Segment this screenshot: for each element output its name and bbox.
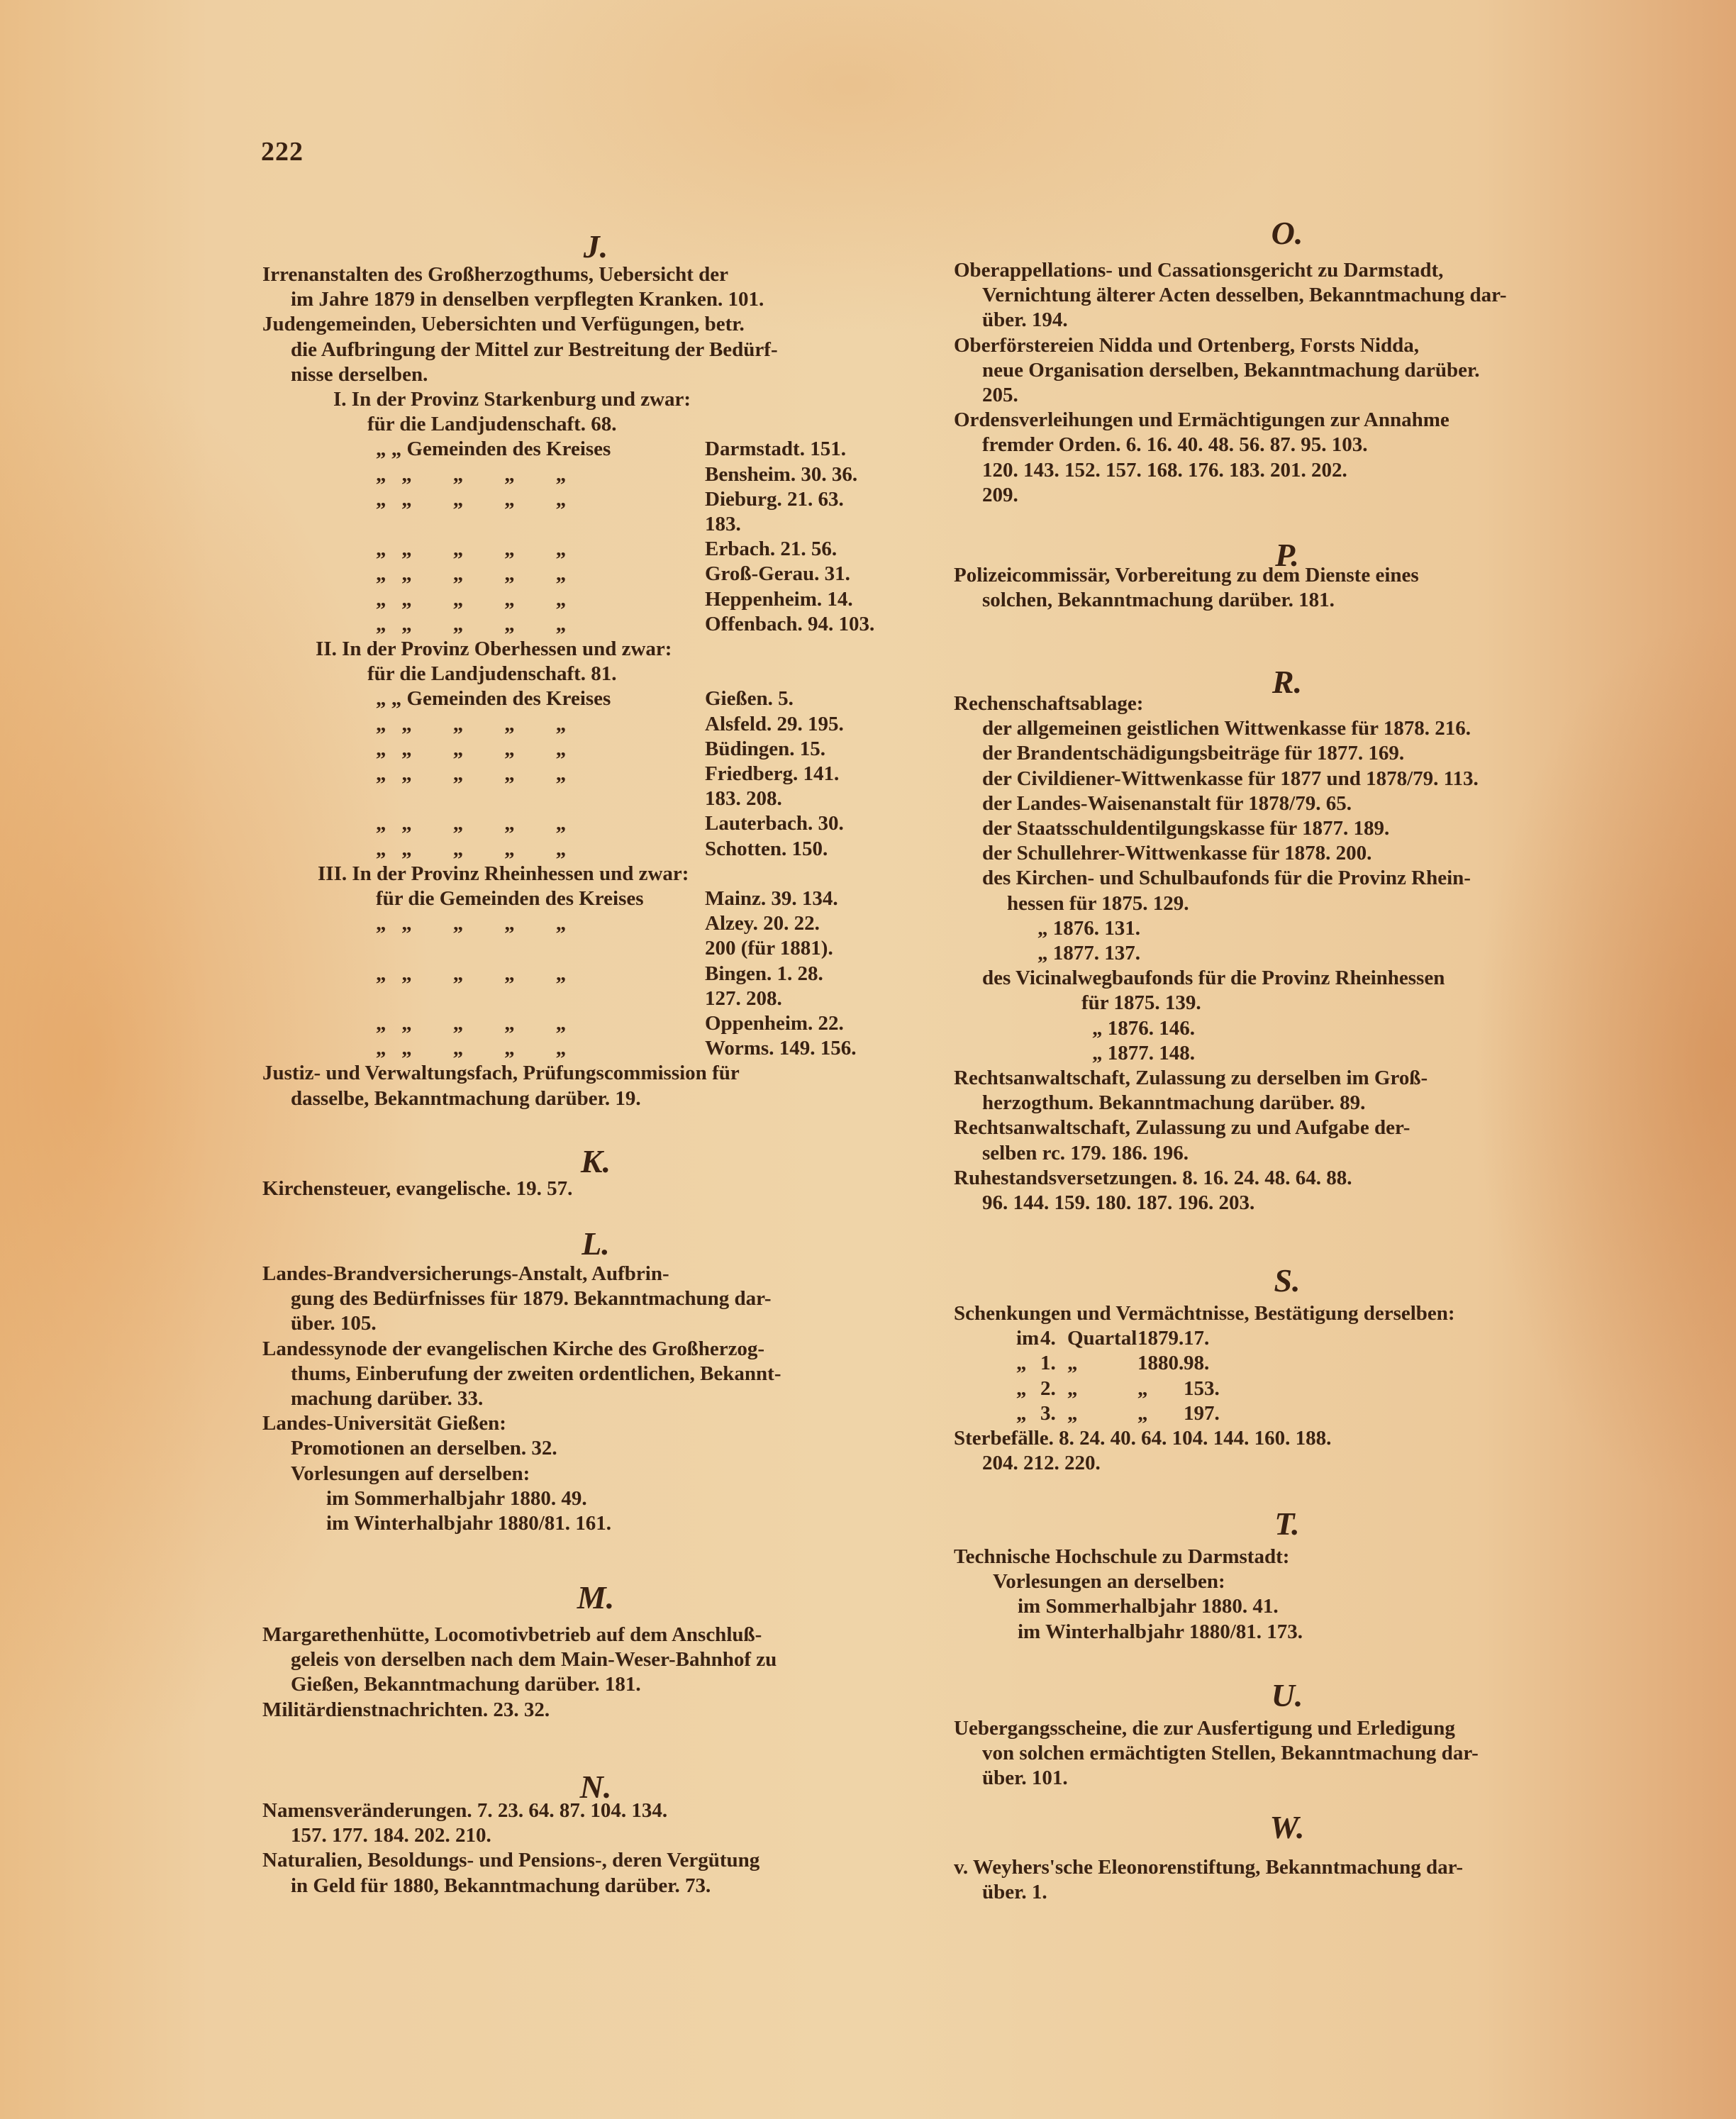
index-entry-line: Judengemeinden, Uebersichten und Verfügungen, betr. — [262, 313, 745, 336]
quarter-table-cell: „ — [1067, 1352, 1078, 1375]
index-entry-line: Ordensverleihungen und Ermächtigungen zur Annahme — [954, 408, 1450, 432]
index-entry-line: Promotionen an derselben. 32. — [291, 1437, 557, 1460]
quarter-table-cell: 3. — [1040, 1401, 1056, 1425]
quarter-table-cell: „ — [1016, 1401, 1027, 1425]
index-entry-line: machung darüber. 33. — [291, 1387, 484, 1410]
district-entry: Bingen. 1. 28. — [705, 962, 823, 985]
index-entry-line: Schenkungen und Vermächtnisse, Bestätigung derselben: — [954, 1302, 1455, 1325]
section-letter-heading: K. — [580, 1143, 611, 1179]
index-entry-line: 96. 144. 159. 180. 187. 196. 203. — [982, 1191, 1255, 1214]
index-entry-line: des Vicinalwegbaufonds für die Provinz Rheinhessen — [982, 967, 1445, 990]
section-letter-heading: R. — [1272, 664, 1303, 700]
ditto-marks: „ „ „ „ „ — [376, 462, 567, 486]
index-entry-line: II. In der Provinz Oberhessen und zwar: — [316, 638, 672, 660]
index-entry-line: der Landes-Waisenanstalt für 1878/79. 65. — [982, 791, 1352, 815]
index-entry-line: neue Organisation derselben, Bekanntmachung darüber. — [982, 358, 1480, 382]
page-number: 222 — [261, 137, 304, 167]
quarter-table-cell: „ — [1067, 1376, 1078, 1400]
index-entry-line: Vernichtung älterer Acten desselben, Bekanntmachung dar- — [982, 284, 1507, 307]
ditto-marks: „ „ „ „ „ — [376, 737, 567, 760]
index-entry-line: Uebergangsscheine, die zur Ausfertigung und Erledigung — [954, 1717, 1455, 1740]
index-entry-line: der allgemeinen geistlichen Wittwenkasse für 1878. 216. — [982, 717, 1471, 740]
index-entry-line: Landes-Brandversicherungs-Anstalt, Aufbrin- — [262, 1262, 669, 1285]
district-entry: Groß-Gerau. 31. — [705, 562, 850, 586]
district-entry: Friedberg. 141. — [705, 762, 840, 785]
index-entry-line: 120. 143. 152. 157. 168. 176. 183. 201. 202. — [982, 458, 1347, 482]
index-entry-line: Vorlesungen an derselben: — [993, 1570, 1225, 1594]
section-letter-heading: P. — [1275, 537, 1299, 573]
district-entry: Schotten. 150. — [705, 837, 828, 860]
ditto-marks: „ „ „ „ „ — [376, 538, 567, 561]
index-entry-line: Ruhestandsversetzungen. 8. 16. 24. 48. 64. 88. — [954, 1166, 1352, 1189]
index-entry-line: Rechtsanwaltschaft, Zulassung zu und Aufgabe der- — [954, 1116, 1410, 1140]
ditto-marks: „ „ „ „ „ — [376, 587, 567, 611]
section-letter-heading: S. — [1274, 1262, 1301, 1298]
index-entry-line: solchen, Bekanntmachung darüber. 181. — [982, 589, 1335, 612]
index-entry-line: des Kirchen- und Schulbaufonds für die Provinz Rhein- — [982, 867, 1471, 890]
quarter-table-cell: 1880. — [1137, 1352, 1184, 1375]
quarter-table-cell: „ — [1137, 1376, 1148, 1400]
quarter-table-cell: „ — [1016, 1352, 1027, 1375]
index-entry-line: Vorlesungen auf derselben: — [291, 1462, 530, 1485]
quarter-table-cell: 1879. — [1137, 1327, 1184, 1350]
index-entry-line: Naturalien, Besoldungs- und Pensions-, deren Vergütung — [262, 1849, 760, 1872]
index-entry-line: Oberförstereien Nidda und Ortenberg, Forsts Nidda, — [954, 333, 1419, 357]
ditto-marks: „ „ „ „ „ — [376, 712, 567, 735]
index-entry-line: „ 1877. 137. — [1037, 942, 1140, 964]
section-letter-heading: U. — [1271, 1677, 1303, 1713]
right-column — [954, 0, 1620, 2119]
index-entry-line: von solchen ermächtigten Stellen, Bekanntmachung dar- — [982, 1742, 1479, 1765]
district-entry: 183. 208. — [705, 787, 782, 811]
index-entry-line: dasselbe, Bekanntmachung darüber. 19. — [291, 1086, 641, 1110]
section-letter-heading: M. — [577, 1579, 615, 1615]
district-entry: 200 (für 1881). — [705, 937, 833, 960]
index-entry-line: in Geld für 1880, Bekanntmachung darüber. 73. — [291, 1874, 711, 1897]
index-entry-line: der Schullehrer-Wittwenkasse für 1878. 200. — [982, 842, 1372, 865]
left-column — [262, 0, 929, 2119]
index-entry-line: im Sommerhalbjahr 1880. 41. — [1018, 1595, 1279, 1618]
quarter-table-cell: 2. — [1040, 1376, 1056, 1400]
index-entry-line: v. Weyhers'sche Eleonorenstiftung, Bekanntmachung dar- — [954, 1856, 1464, 1879]
quarter-table-cell: 197. — [1184, 1401, 1220, 1425]
quarter-table-cell: 153. — [1184, 1376, 1220, 1400]
index-entry-line: Gießen, Bekanntmachung darüber. 181. — [291, 1673, 641, 1696]
index-entry-line: Namensveränderungen. 7. 23. 64. 87. 104. 134. — [262, 1799, 668, 1822]
index-entry-line: Justiz- und Verwaltungsfach, Prüfungscommission für — [262, 1062, 740, 1085]
index-entry-line: Polizeicommissär, Vorbereitung zu dem Dienste eines — [954, 564, 1419, 586]
index-entry-line: der Civildiener-Wittwenkasse für 1877 und 1878/79. 113. — [982, 767, 1479, 790]
section-letter-heading: J. — [583, 228, 608, 265]
index-entry-line: Landes-Universität Gießen: — [262, 1412, 506, 1435]
district-entry: Oppenheim. 22. — [705, 1012, 844, 1035]
index-entry-line: hessen für 1875. 129. — [1007, 891, 1189, 915]
index-entry-line: Rechtsanwaltschaft, Zulassung zu derselben im Groß- — [954, 1067, 1428, 1089]
index-entry-line: der Brandentschädigungsbeiträge für 1877. 169. — [982, 742, 1405, 765]
index-entry-line: Landessynode der evangelischen Kirche des Großherzog- — [262, 1337, 765, 1360]
district-entry: Offenbach. 94. 103. — [705, 612, 875, 635]
index-entry-line: 157. 177. 184. 202. 210. — [291, 1824, 491, 1847]
index-entry-line: gung des Bedürfnisses für 1879. Bekanntmachung dar- — [291, 1287, 772, 1311]
index-entry-line: herzogthum. Bekanntmachung darüber. 89. — [982, 1091, 1366, 1115]
district-entry: Alsfeld. 29. 195. — [705, 712, 844, 735]
quarter-table-cell: „ — [1067, 1401, 1078, 1425]
index-entry-line: selben rc. 179. 186. 196. — [982, 1141, 1189, 1164]
quarter-table-cell: Quartal — [1067, 1327, 1137, 1350]
ditto-marks: „ „ „ „ „ — [376, 812, 567, 835]
index-entry-line: im Winterhalbjahr 1880/81. 173. — [1018, 1620, 1303, 1643]
index-entry-line: geleis von derselben nach dem Main-Weser-Bahnhof zu — [291, 1648, 777, 1672]
district-entry: Darmstadt. 151. — [705, 438, 846, 461]
district-entry: Heppenheim. 14. — [705, 587, 853, 611]
ditto-marks: „ „ „ „ „ — [376, 487, 567, 511]
quarter-table-cell: 1. — [1040, 1352, 1056, 1375]
ditto-marks: „ „ Gemeinden des Kreises — [376, 438, 611, 461]
ditto-marks: „ „ Gemeinden des Kreises — [376, 687, 611, 711]
index-entry-line: Margarethenhütte, Locomotivbetrieb auf dem Anschluß- — [262, 1623, 762, 1646]
quarter-table-cell: 4. — [1040, 1327, 1056, 1350]
index-entry-line: thums, Einberufung der zweiten ordentlichen, Bekannt- — [291, 1362, 781, 1385]
index-entry-line: über. 101. — [982, 1767, 1068, 1790]
section-letter-heading: W. — [1269, 1809, 1305, 1845]
index-entry-line: über. 1. — [982, 1881, 1047, 1904]
index-entry-line: „ 1876. 131. — [1037, 916, 1140, 940]
index-entry-line: Technische Hochschule zu Darmstadt: — [954, 1545, 1290, 1568]
district-entry: Lauterbach. 30. — [705, 812, 844, 835]
district-entry: Worms. 149. 156. — [705, 1037, 857, 1060]
section-letter-heading: O. — [1271, 215, 1303, 251]
district-entry: Bensheim. 30. 36. — [705, 462, 858, 486]
index-entry-line: 209. — [982, 483, 1018, 506]
index-entry-line: Sterbefälle. 8. 24. 40. 64. 104. 144. 160. 188. — [954, 1427, 1332, 1450]
district-entry: Mainz. 39. 134. — [705, 887, 838, 910]
index-entry-line: I. In der Provinz Starkenburg und zwar: — [333, 388, 691, 411]
index-entry-line: 204. 212. 220. — [982, 1452, 1101, 1475]
index-entry-line: über. 194. — [982, 308, 1068, 332]
section-letter-heading: N. — [579, 1769, 612, 1805]
index-entry-line: im Sommerhalbjahr 1880. 49. — [326, 1486, 587, 1510]
index-entry-line: Rechenschaftsablage: — [954, 692, 1144, 715]
index-entry-line: Oberappellations- und Cassationsgericht zu Darmstadt, — [954, 259, 1444, 282]
index-entry-line: „ 1877. 148. — [1092, 1041, 1195, 1064]
quarter-table-cell: 98. — [1184, 1352, 1210, 1375]
index-entry-line: Irrenanstalten des Großherzogthums, Uebersicht der — [262, 263, 729, 286]
district-entry: Dieburg. 21. 63. — [705, 487, 844, 511]
index-entry-line: nisse derselben. — [291, 362, 428, 386]
index-entry-line: für 1875. 139. — [1081, 991, 1201, 1015]
ditto-marks: „ „ „ „ „ — [376, 912, 567, 935]
ditto-marks: „ „ „ „ „ — [376, 562, 567, 586]
district-entry: 183. — [705, 513, 741, 535]
index-entry-line: der Staatsschuldentilgungskasse für 1877. 189. — [982, 817, 1390, 840]
quarter-table-cell: im — [1016, 1327, 1040, 1350]
index-entry-line: die Aufbringung der Mittel zur Bestreitung der Bedürf- — [291, 338, 778, 361]
index-entry-line: Kirchensteuer, evangelische. 19. 57. — [262, 1177, 573, 1200]
section-letter-heading: T. — [1274, 1506, 1300, 1542]
section-letter-heading: L. — [582, 1225, 610, 1262]
index-entry-line: für die Landjudenschaft. 81. — [367, 662, 617, 686]
index-entry-line: III. In der Provinz Rheinhessen und zwar: — [318, 862, 689, 885]
index-entry-line: im Jahre 1879 in denselben verpflegten Kranken. 101. — [291, 288, 764, 311]
quarter-table-cell: „ — [1016, 1376, 1027, 1400]
ditto-marks: „ „ „ „ „ — [376, 962, 567, 985]
ditto-marks: „ „ „ „ „ — [376, 612, 567, 635]
index-entry-line: für die Landjudenschaft. 68. — [367, 413, 617, 436]
index-entry-line: über. 105. — [291, 1312, 377, 1335]
ditto-marks: für die Gemeinden des Kreises — [376, 887, 644, 910]
index-entry-line: 205. — [982, 384, 1018, 406]
index-entry-line: „ 1876. 146. — [1092, 1016, 1195, 1040]
ditto-marks: „ „ „ „ „ — [376, 762, 567, 785]
index-entry-line: im Winterhalbjahr 1880/81. 161. — [326, 1512, 612, 1535]
ditto-marks: „ „ „ „ „ — [376, 837, 567, 860]
district-entry: 127. 208. — [705, 986, 782, 1010]
quarter-table-cell: „ — [1137, 1401, 1148, 1425]
quarter-table-cell: 17. — [1184, 1327, 1210, 1350]
district-entry: Gießen. 5. — [705, 687, 794, 711]
district-entry: Erbach. 21. 56. — [705, 538, 838, 561]
district-entry: Alzey. 20. 22. — [705, 912, 820, 935]
ditto-marks: „ „ „ „ „ — [376, 1012, 567, 1035]
ditto-marks: „ „ „ „ „ — [376, 1037, 567, 1060]
index-entry-line: Militärdienstnachrichten. 23. 32. — [262, 1698, 550, 1721]
index-entry-line: fremder Orden. 6. 16. 40. 48. 56. 87. 95. 103. — [982, 433, 1368, 457]
district-entry: Büdingen. 15. — [705, 737, 826, 760]
